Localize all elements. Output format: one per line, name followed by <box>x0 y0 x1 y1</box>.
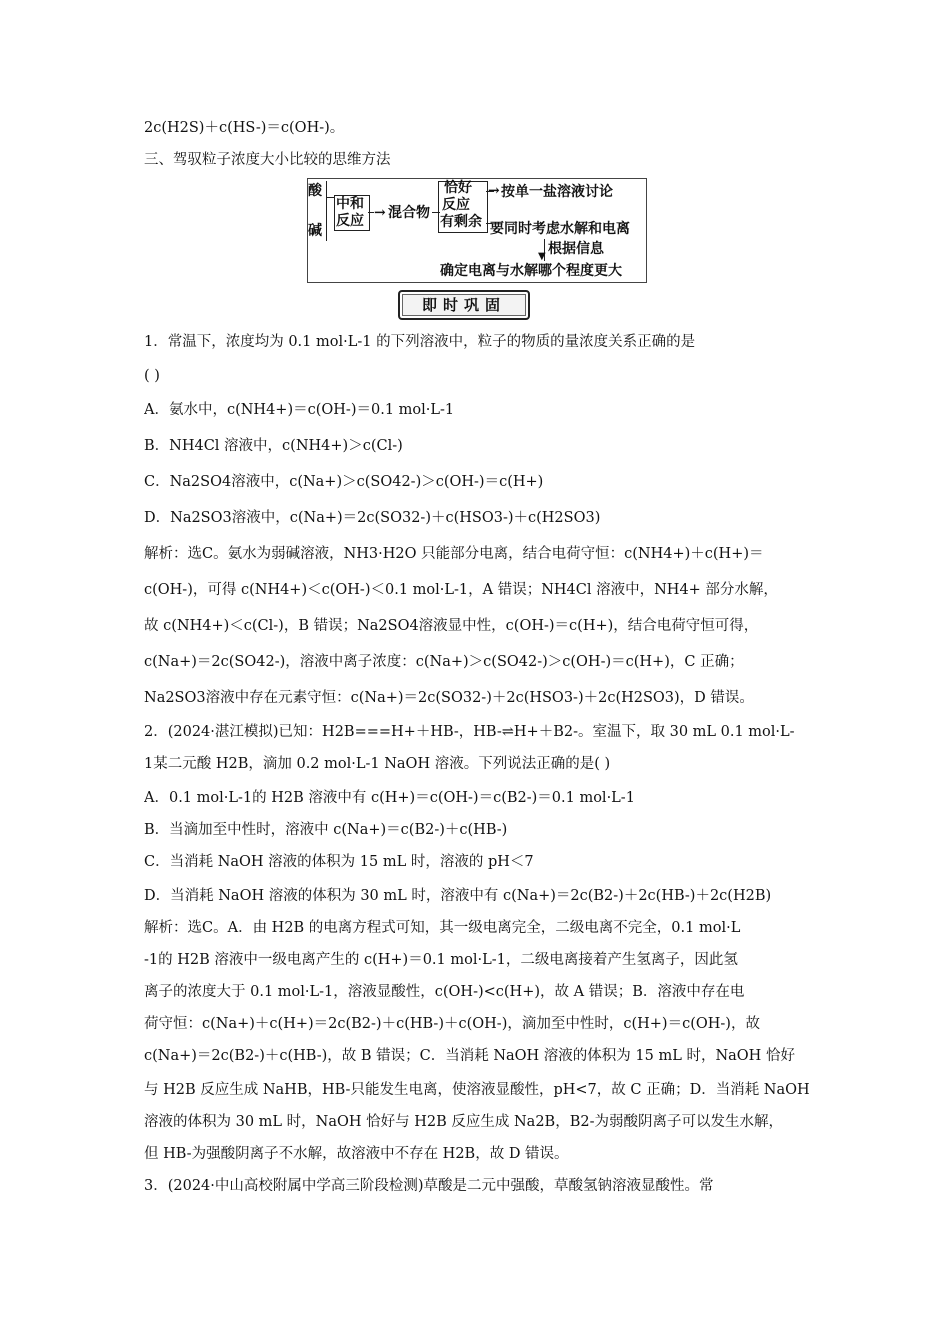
diagram-acid: 酸 <box>308 183 322 199</box>
analysis-line: c(Na+)＝2c(B2-)＋c(HB-)，故 B 错误；C．当消耗 NaOH 溶液的体积为 15 mL 时，NaOH 恰好 <box>144 1048 795 1064</box>
section-heading: 三、驾驭粒子浓度大小比较的思维方法 <box>144 152 391 168</box>
diagram-by-info: 根据信息 <box>548 241 604 257</box>
question-1-option-c: C．Na2SO4溶液中，c(Na+)＞c(SO42-)＞c(OH-)＝c(H+) <box>144 474 544 490</box>
question-2-option-c: C．当消耗 NaOH 溶液的体积为 15 mL 时，溶液的 pH＜7 <box>144 854 534 870</box>
question-2-stem-cont: 1某二元酸 H2B，滴加 0.2 mol·L-1 NaOH 溶液。下列说法正确的是( ) <box>144 756 611 772</box>
section-banner: 即时巩固 <box>398 290 530 320</box>
diagram-consider-both: 要同时考虑水解和电离 <box>490 221 630 237</box>
question-2-option-a: A．0.1 mol·L-1的 H2B 溶液中有 c(H+)＝c(OH-)＝c(B2-)＝0.1 mol·L-1 <box>144 790 635 806</box>
question-1-option-b: B．NH4Cl 溶液中，c(NH4+)＞c(Cl-) <box>144 438 403 454</box>
diagram-arrow-2: → <box>488 183 500 199</box>
analysis-line: 解析：选C。氨水为弱碱溶液，NH3·H2O 只能部分电离，结合电荷守恒：c(NH4+)＋c(H+)＝ <box>144 546 764 562</box>
analysis-line: 与 H2B 反应生成 NaHB，HB-只能发生电离，使溶液显酸性，pH<7，故 C 正确；D．当消耗 NaOH <box>144 1082 810 1098</box>
analysis-line: 溶液的体积为 30 mL 时，NaOH 恰好与 H2B 反应生成 Na2B，B2-为弱酸阴离子可以发生水解， <box>144 1114 783 1130</box>
diagram-single-salt: 按单一盐溶液讨论 <box>501 184 613 200</box>
diagram-react: 反应 <box>336 213 364 229</box>
diagram-reaction: 反应 <box>442 197 470 213</box>
analysis-line: 故 c(NH4+)＜c(Cl-)，B 错误；Na2SO4溶液显中性，c(OH-)＝c(H+)，结合电荷守恒可得， <box>144 618 759 634</box>
question-2-option-d: D．当消耗 NaOH 溶液的体积为 30 mL 时，溶液中有 c(Na+)＝2c(B2-)＋2c(HB-)＋2c(H2B) <box>144 888 772 904</box>
analysis-line: 解析：选C。A．由 H2B 的电离方程式可知，其一级电离完全，二级电离不完全，0.1 mol·L <box>144 920 741 936</box>
diagram-excess: 有剩余 <box>440 214 482 230</box>
analysis-line: Na2SO3溶液中存在元素守恒：c(Na+)＝2c(SO32-)＋2c(HSO3-)＋2c(H2SO3)，D 错误。 <box>144 690 754 706</box>
question-1-option-d: D．Na2SO3溶液中，c(Na+)＝2c(SO32-)＋c(HSO3-)＋c(H2SO3) <box>144 510 601 526</box>
question-2-option-b: B．当滴加至中性时，溶液中 c(Na+)＝c(B2-)＋c(HB-) <box>144 822 508 838</box>
question-1-paren: ( ) <box>144 368 160 384</box>
analysis-line: 荷守恒：c(Na+)＋c(H+)＝2c(B2-)＋c(HB-)＋c(OH-)，滴加至中性时，c(H+)＝c(OH-)，故 <box>144 1016 760 1032</box>
diagram-mixture: 混合物 <box>388 205 430 221</box>
concept-diagram <box>307 178 647 283</box>
analysis-line: c(OH-)，可得 c(NH4+)＜c(OH-)＜0.1 mol·L-1，A 错误；NH4Cl 溶液中，NH4+ 部分水解， <box>144 582 778 598</box>
text-line: 2c(H2S)＋c(HS-)＝c(OH-)。 <box>144 120 345 136</box>
diagram-arrow-1: → <box>374 205 386 221</box>
diagram-exact: 恰好 <box>444 180 472 196</box>
analysis-line: 离子的浓度大于 0.1 mol·L-1，溶液显酸性，c(OH-)<c(H+)，故 A 错误；B．溶液中存在电 <box>144 984 745 1000</box>
analysis-line: -1的 H2B 溶液中一级电离产生的 c(H+)＝0.1 mol·L-1，二级电离接着产生氢离子，因此氢 <box>144 952 738 968</box>
question-1-stem: 1．常温下，浓度均为 0.1 mol·L-1 的下列溶液中，粒子的物质的量浓度关系正确的是 <box>144 334 696 350</box>
analysis-line: 但 HB-为强酸阴离子不水解，故溶液中不存在 H2B，故 D 错误。 <box>144 1146 569 1162</box>
diagram-arrow-down: ▼ <box>538 251 546 262</box>
diagram-base: 碱 <box>308 223 322 239</box>
question-1-option-a: A．氨水中，c(NH4+)＝c(OH-)＝0.1 mol·L-1 <box>144 402 455 418</box>
question-3-stem: 3．(2024·中山高校附属中学高三阶段检测)草酸是二元中强酸，草酸氢钠溶液显酸性。常 <box>144 1178 714 1194</box>
question-2-stem: 2．(2024·湛江模拟)已知：H2B===H+＋HB-，HB-⇌H+＋B2-。室温下，取 30 mL 0.1 mol·L- <box>144 724 795 740</box>
analysis-line: c(Na+)＝2c(SO42-)，溶液中离子浓度：c(Na+)＞c(SO42-)＞c(OH-)＝c(H+)，C 正确； <box>144 654 744 670</box>
diagram-neutralize: 中和 <box>336 196 364 212</box>
diagram-determine: 确定电离与水解哪个程度更大 <box>440 263 622 279</box>
